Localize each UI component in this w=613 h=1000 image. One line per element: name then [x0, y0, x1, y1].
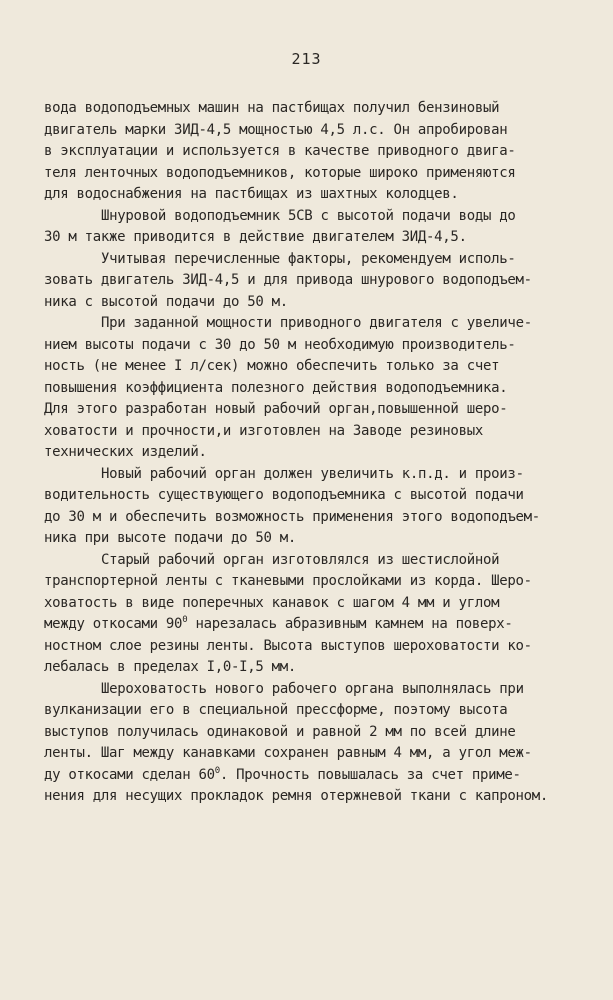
text-line-content: 30 м также приводится в действие двигателем ЗИД-4,5.: [44, 229, 467, 245]
text-line-content: до 30 м и обеспечить возможность применения этого водоподъем-: [44, 508, 540, 525]
text-line-content: вода водоподъемных машин на пастбищах получил бензиновый: [44, 100, 500, 116]
body-text: [44, 98, 584, 808]
text-line-content: для водоснабжения на пастбищах из шахтных колодцев.: [44, 186, 459, 202]
text-line: [44, 636, 584, 658]
text-line: [44, 786, 584, 808]
degree-superscript: 0: [214, 765, 220, 776]
text-line: [44, 507, 584, 529]
text-line: [44, 335, 584, 357]
text-line-content: При заданной мощности приводного двигателя с увеличе-: [101, 315, 532, 331]
text-line: [44, 249, 584, 271]
text-line-content: лебалась в пределах I,0-I,5 мм.: [44, 659, 296, 675]
text-line-content: зовать двигатель ЗИД-4,5 и для привода шнурового водоподъем-: [44, 272, 532, 288]
text-line-content: ховатости и прочности,и изготовлен на Заводе резиновых: [44, 422, 483, 439]
text-line: [44, 485, 584, 507]
text-line-content: ленты. Шаг между канавками сохранен равным 4 мм, а угол меж-: [44, 745, 532, 761]
text-line: [44, 378, 584, 400]
text-line: [44, 313, 584, 335]
page-number: 213: [291, 50, 322, 68]
text-line-content: выступов получилась одинаковой и равной 2 мм по всей длине: [44, 723, 516, 740]
text-line-content: Новый рабочий орган должен увеличить к.п.д. и произ-: [101, 465, 524, 482]
text-line-content: Старый рабочий орган изготовлялся из шестислойной: [101, 551, 500, 568]
text-line-content: Для этого разработан новый рабочий орган,повышенной шеро-: [44, 401, 508, 417]
text-line-content: в эксплуатации и используется в качестве приводного двига-: [44, 143, 516, 159]
text-line: [44, 98, 584, 120]
text-line: [44, 550, 584, 572]
text-line-content: нием высоты подачи с 30 до 50 м необходимую производитель-: [44, 336, 516, 353]
text-line-continuation: нарезалась абразивным камнем на поверх-: [187, 616, 513, 632]
text-line: [44, 206, 584, 228]
text-line-content: ность (не менее I л/сек) можно обеспечить только за счет: [44, 358, 500, 374]
text-line: [44, 743, 584, 765]
text-line-content: ховатость в виде поперечных канавок с шагом 4 мм и углом: [44, 594, 500, 611]
text-line: [44, 356, 584, 378]
text-line-content: вулканизации его в специальной прессформе, поэтому высота: [44, 702, 508, 718]
text-line: [44, 399, 584, 421]
text-line-content: Шнуровой водоподъемник 5СВ с высотой подачи воды до: [101, 207, 516, 224]
text-line: [44, 679, 584, 701]
text-line: [44, 141, 584, 163]
text-line-content: технических изделий.: [44, 444, 207, 460]
degree-superscript: 0: [182, 615, 188, 625]
text-line: [44, 571, 584, 593]
text-line: [44, 163, 584, 185]
text-line: [44, 184, 584, 206]
text-line-content: между откосами 90: [44, 616, 183, 632]
text-line: [44, 227, 584, 249]
text-line: [44, 442, 584, 464]
text-line: [44, 421, 584, 443]
text-line-content: повышения коэффициента полезного действия водоподъемника.: [44, 379, 508, 396]
text-line-content: Учитывая перечисленные факторы, рекомендуем исполь-: [101, 250, 516, 267]
text-line-content: ника при высоте подачи до 50 м.: [44, 530, 296, 546]
text-line: [44, 270, 584, 292]
text-line: [44, 722, 584, 744]
text-line: [44, 593, 584, 615]
text-line: [44, 292, 584, 314]
text-line: [44, 614, 584, 636]
text-line-content: теля ленточных водоподъемников, которые широко применяются: [44, 164, 516, 181]
text-line-continuation: . Прочность повышалась за счет приме-: [219, 766, 521, 783]
text-line: [44, 700, 584, 722]
text-line-content: Шероховатость нового рабочего органа выполнялась при: [101, 680, 524, 697]
text-line: [44, 464, 584, 486]
text-line-content: ника с высотой подачи до 50 м.: [44, 293, 288, 310]
text-line-content: двигатель марки ЗИД-4,5 мощностью 4,5 л.с. Он апробирован: [44, 121, 508, 138]
text-line-content: ностном слое резины ленты. Высота выступов шероховатости ко-: [44, 637, 532, 654]
text-line: [44, 120, 584, 142]
text-line-content: водительность существующего водоподъемника с высотой подачи: [44, 487, 524, 503]
text-line: [44, 657, 584, 679]
text-line-content: транспортерной ленты с тканевыми прослойками из корда. Шеро-: [44, 573, 532, 589]
text-line-content: нения для несущих прокладок ремня отержневой ткани с капроном.: [44, 788, 548, 804]
text-line: [44, 765, 584, 787]
text-line: [44, 528, 584, 550]
text-line-content: ду откосами сделан 60: [44, 766, 215, 783]
